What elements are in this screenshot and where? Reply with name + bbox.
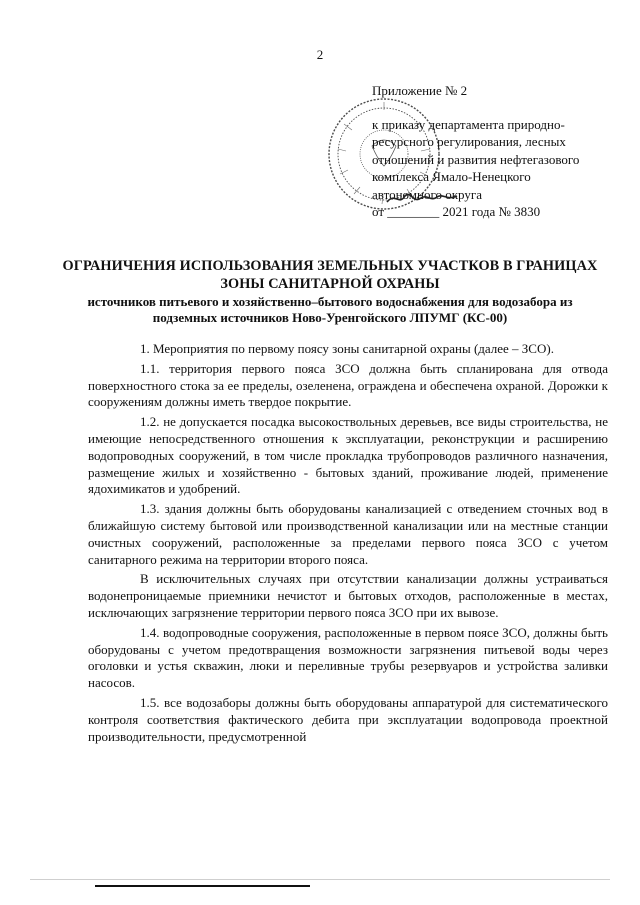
paragraph: 1. Мероприятия по первому поясу зоны санитарной охраны (далее – ЗСО).: [140, 341, 554, 356]
paragraph: 1.5. все водозаборы должны быть оборудованы аппаратурой для систематического контроля соответствия фактического дебита при эксплуатации водопровода проектной производительности, предусмотренной: [88, 694, 608, 744]
document-body: [88, 341, 608, 748]
paragraph: 1.3. здания должны быть оборудованы канализацией с отведением сточных вод в ближайшую систему бытовой или производственной канализации или на местные станции очистных сооружений, расположенные за пределами первого пояса ЗСО с учетом санитарного режима на территории второго пояса.: [88, 501, 608, 567]
appendix-line: отношений и развития нефтегазового: [372, 151, 580, 167]
appendix-line: Приложение № 2: [372, 83, 468, 98]
paragraph: 1.4. водопроводные сооружения, расположенные в первом поясе ЗСО, должны быть оборудованы с учетом предотвращения возможности загрязнения питьевой воды через оголовки и устья скважин, люки и переливные трубы резервуаров и устройства заливки насосов.: [88, 624, 608, 691]
appendix-date-line: от ________ 2021 года № 3830: [372, 204, 541, 219]
paragraph: В исключительных случаях при отсутствии канализации должны устраиваться водонепроницаемые приемники нечистот и бытовых отходов, расположенные в местах, исключающих загрязнение территории первого пояса ЗСО при их вывозе.: [88, 571, 608, 620]
handwritten-signature: [385, 188, 465, 208]
scan-edge-line: [30, 879, 610, 881]
document-subtitle: источников питьевого и хозяйственно–бытового водоснабжения для водозабора из подземных источников Ново-Уренгойского ЛПУМГ (КС-00): [87, 294, 573, 325]
appendix-line: комплекса Ямало-Ненецкого: [372, 169, 531, 184]
document-title: ОГРАНИЧЕНИЯ ИСПОЛЬЗОВАНИЯ ЗЕМЕЛЬНЫХ УЧАСТКОВ В ГРАНИЦАХ ЗОНЫ САНИТАРНОЙ ОХРАНЫ: [62, 258, 598, 292]
appendix-line: к приказу департамента природно-: [372, 116, 565, 132]
paragraph: 1.2. не допускается посадка высокоствольных деревьев, все виды строительства, не имеющие непосредственного отношения к эксплуатации, реконструкции и расширению водопроводных сооружений, в том числе прокладка трубопроводов различного назначения, размещение жилых и хозяйственно - бытовых зданий, проживание людей, применение ядохимикатов и удобрений.: [88, 414, 608, 497]
paragraph: 1.1. территория первого пояса ЗСО должна быть спланирована для отвода поверхностного стока за ее пределы, озеленена, ограждена и обеспечена охраной. Дорожки к сооружениям должны иметь твердое покрытие.: [88, 360, 608, 410]
appendix-line: автономного округа: [372, 186, 482, 202]
page-number: 2: [316, 47, 324, 62]
footer-rule: [95, 885, 310, 887]
appendix-line: ресурсного регулирования, лесных: [372, 134, 566, 149]
